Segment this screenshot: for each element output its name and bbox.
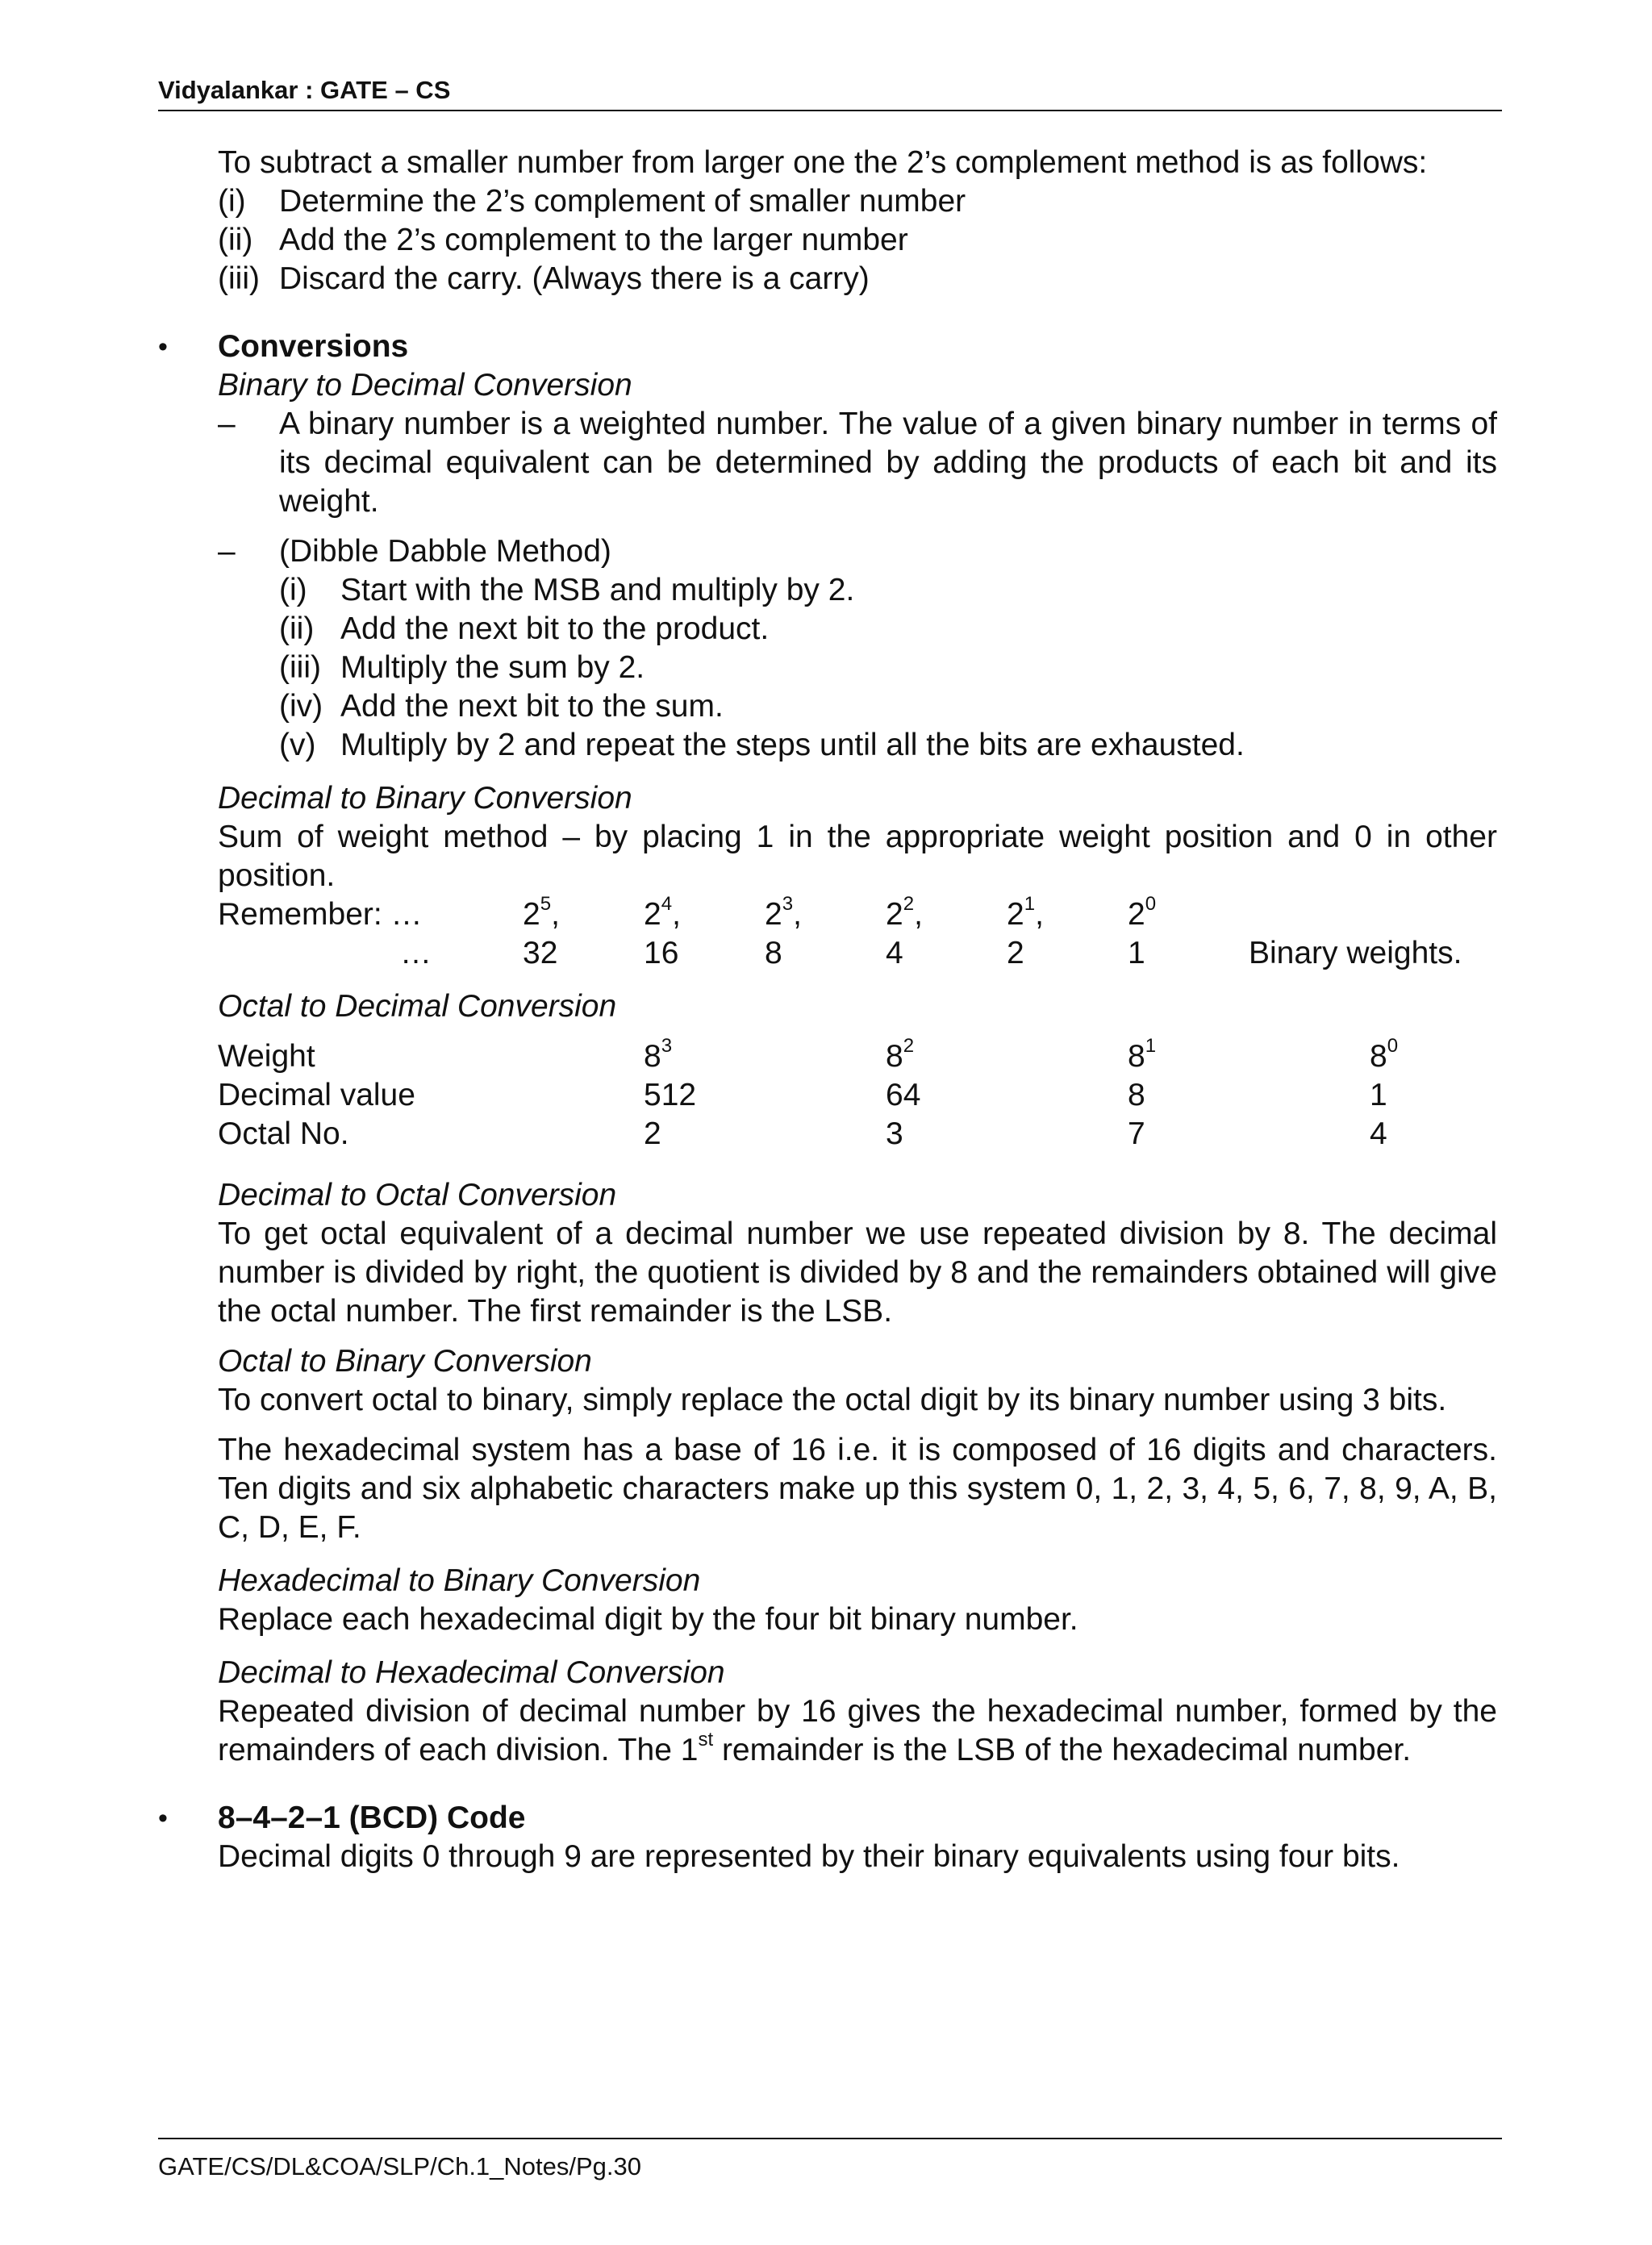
step-text: Multiply the sum by 2. [340,650,645,685]
dec-to-oct-paragraph: To get octal equivalent of a decimal number we use repeated division by 8. The decimal number is divided by right, the quotient is divided by 8 and the remainders obtained will give the octal number. The first remainder is the LSB. [218,1216,1497,1329]
step-text: Add the next bit to the product. [340,611,770,646]
remember-values-row [218,934,1497,973]
step-text: Multiply by 2 and repeat the steps until all the bits are exhausted. [340,728,1245,762]
weight-cell [886,1037,914,1076]
dibble-step [279,649,1497,687]
step-number: (i) [279,573,307,607]
power-cell [1007,895,1044,934]
weight-value: 16 [644,936,679,970]
row-label: Octal No. [218,1116,349,1151]
conversions-section [158,328,1497,366]
power-cell [523,895,560,934]
intro-step [218,182,1497,221]
dec-to-hex-text-b: remainder is the LSB of the hexadecimal number. [713,1733,1412,1767]
power-exponent: 4 [661,893,673,915]
weight-value: 4 [886,936,903,970]
dash-icon: – [218,534,236,569]
oct-to-bin-title: Octal to Binary Conversion [218,1344,592,1379]
decimal-value: 8 [1128,1078,1145,1112]
intro-step [218,260,1497,298]
step-number: (iii) [279,650,321,685]
power-base: 2 [523,897,540,932]
weight-cell [1128,1037,1156,1076]
page-content [158,144,1497,1876]
dibble-step [279,571,1497,610]
power-separator: , [551,897,560,932]
dash-icon: – [218,407,236,441]
row-label: Weight [218,1039,315,1074]
power-cell [765,895,802,934]
bullet-icon: • [158,1803,168,1834]
dec-to-bin-paragraph: Sum of weight method – by placing 1 in the appropriate weight position and 0 in other position. [218,820,1497,893]
oct-to-bin-paragraph: To convert octal to binary, simply replace the octal digit by its binary number using 3 bits. [218,1383,1447,1417]
hex-intro-paragraph: The hexadecimal system has a base of 16 i.e. it is composed of 16 digits and characters. Ten digits and six alphabetic characters make up this system 0, 1, 2, 3, 4, 5, 6, 7, 8, 9, A, B, C, D, E, F. [218,1433,1497,1545]
oct-to-dec-title: Octal to Decimal Conversion [218,989,617,1024]
weight-exponent: 0 [1387,1035,1399,1057]
power-separator: , [1035,897,1044,932]
remember-label: Remember: … [218,897,423,932]
weight-exponent: 3 [661,1035,673,1057]
power-base: 2 [1007,897,1024,932]
octal-digit: 7 [1128,1116,1145,1151]
page-footer [158,2138,1502,2183]
octal-digit: 2 [644,1116,661,1151]
weight-value: 32 [523,936,558,970]
decimal-value: 1 [1370,1078,1387,1112]
step-text: Determine the 2’s complement of smaller number [279,184,966,219]
step-number: (iii) [218,261,260,296]
power-separator: , [793,897,802,932]
remember-powers-row [218,895,1497,934]
header-title: Vidyalankar : GATE – CS [158,76,451,104]
bin-to-dec-paragraph: A binary number is a weighted number. The value of a given binary number in terms of its decimal equivalent can be determined by adding the products of each bit and its weight. [279,407,1497,519]
dec-to-hex-title: Decimal to Hexadecimal Conversion [218,1655,725,1690]
binary-weights-label: Binary weights. [1249,936,1462,970]
decimal-value: 64 [886,1078,921,1112]
dibble-step [279,610,1497,649]
dec-to-oct-title: Decimal to Octal Conversion [218,1178,617,1212]
weight-base: 8 [1370,1039,1387,1074]
power-exponent: 1 [1024,893,1036,915]
dec-to-hex-paragraph [218,1692,1497,1770]
power-cell [886,895,923,934]
power-exponent: 5 [540,893,552,915]
bin-to-dec-title: Binary to Decimal Conversion [218,368,632,403]
step-number: (iv) [279,689,323,724]
ellipsis: … [400,936,432,970]
step-text: Add the 2’s complement to the larger number [279,223,908,257]
weight-exponent: 1 [1145,1035,1157,1057]
dec-to-hex-text-a: Repeated division of decimal number by 16 gives the hexadecimal number, formed by the remainders of each division. The 1 [218,1694,1497,1767]
dash-item [218,405,1497,521]
power-exponent: 3 [782,893,794,915]
step-number: (i) [218,184,246,219]
power-base: 2 [1128,897,1145,932]
decimal-value-row [218,1076,1497,1115]
page-header [158,74,1502,111]
power-cell [644,895,681,934]
octal-digit: 4 [1370,1116,1387,1151]
conversions-heading: Conversions [218,329,409,364]
bcd-section [158,1799,1497,1838]
power-exponent: 2 [903,893,915,915]
step-text: Discard the carry. (Always there is a carry) [279,261,870,296]
weight-value: 1 [1128,936,1145,970]
octal-number-row [218,1115,1497,1154]
weight-base: 8 [1128,1039,1145,1074]
dec-to-bin-title: Decimal to Binary Conversion [218,781,632,816]
power-cell [1128,895,1156,934]
weight-exponent: 2 [903,1035,915,1057]
weight-cell [1370,1037,1398,1076]
weight-base: 8 [644,1039,661,1074]
step-number: (ii) [218,223,253,257]
step-text: Add the next bit to the sum. [340,689,724,724]
step-text: Start with the MSB and multiply by 2. [340,573,855,607]
bcd-heading: 8–4–2–1 (BCD) Code [218,1801,526,1835]
power-separator: , [672,897,681,932]
hex-to-bin-paragraph: Replace each hexadecimal digit by the four bit binary number. [218,1602,1078,1637]
dibble-title: (Dibble Dabble Method) [279,534,611,569]
dibble-step [279,726,1497,765]
footer-text: GATE/CS/DL&COA/SLP/Ch.1_Notes/Pg.30 [158,2152,642,2180]
intro-step [218,221,1497,260]
weight-value: 2 [1007,936,1024,970]
weight-cell [644,1037,672,1076]
weight-value: 8 [765,936,782,970]
bullet-icon: • [158,332,168,362]
power-exponent: 0 [1145,893,1157,915]
weight-base: 8 [886,1039,903,1074]
power-base: 2 [644,897,661,932]
octal-weight-row [218,1037,1497,1076]
dibble-step [279,687,1497,726]
row-label: Decimal value [218,1078,415,1112]
power-base: 2 [886,897,903,932]
step-number: (ii) [279,611,315,646]
power-base: 2 [765,897,782,932]
intro-paragraph: To subtract a smaller number from larger one the 2’s complement method is as follows: [218,145,1428,180]
octal-digit: 3 [886,1116,903,1151]
hex-to-bin-title: Hexadecimal to Binary Conversion [218,1563,701,1598]
bcd-paragraph: Decimal digits 0 through 9 are represented by their binary equivalents using four bits. [218,1839,1400,1874]
dash-item [218,532,1497,765]
ordinal-suffix: st [698,1729,714,1751]
step-number: (v) [279,728,316,762]
power-separator: , [914,897,923,932]
decimal-value: 512 [644,1078,697,1112]
